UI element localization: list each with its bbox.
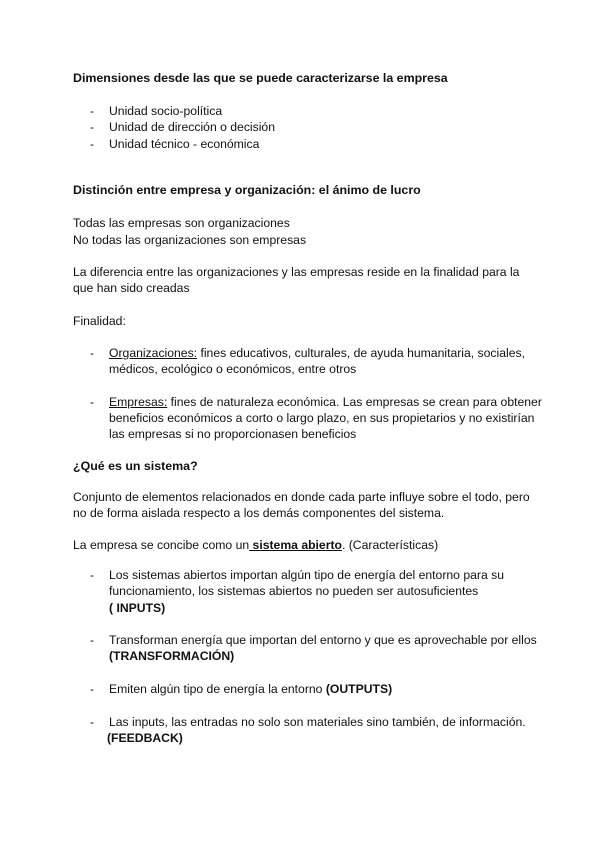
list-item [73,394,543,443]
list-item: - Unidad técnico - económica [73,136,533,152]
item-text: Emiten algún tipo de energía la entorno [109,682,326,697]
item-tag: ( INPUTS) [109,600,166,615]
statement-line: Todas las empresas son organizaciones [73,216,290,230]
term-empresas: Empresas: [109,394,168,409]
item-tag: (OUTPUTS) [325,682,393,697]
concept-term: sistema abierto [249,538,342,552]
statement-line: No todas las organizaciones son empresas [73,233,307,247]
item-tag: (FEEDBACK) [107,730,183,745]
list-item: - Unidad socio-política [73,103,533,119]
finalidad-label: Finalidad: [73,314,126,328]
list-item [73,345,543,378]
caracteristicas-list [73,567,543,746]
section-heading-distincion: Distinción entre empresa y organización: el ánimo de lucro [73,183,421,197]
item-text: Transforman energía que importan del entorno y que es aprovechable por ellos [109,633,537,648]
list-item [73,567,543,616]
list-item [73,714,543,747]
item-text: Los sistemas abiertos importan algún tipo de energía del entorno para su funcionamiento, los sistemas abiertos no pueden ser autosuficientes [109,568,504,599]
item-tag: (TRANSFORMACIÓN) [109,649,235,664]
finalidad-list [73,345,543,443]
diferencia-paragraph: La diferencia entre las organizaciones y las empresas reside en la finalidad para la que han sido creadas [73,265,520,296]
term-description: fines educativos, culturales, de ayuda humanitaria, sociales, médicos, ecológico o económicos, entre otros [109,346,525,377]
concept-prefix: La empresa se concibe como un [73,538,250,552]
list-item [73,681,543,697]
term-description: fines de naturaleza económica. Las empresas se crean para obtener beneficios económicos a corto o largo plazo, en sus propietarios y no existirían las empresas si no proporcionasen beneficios [109,394,542,442]
sistema-paragraph: Conjunto de elementos relacionados en donde cada parte influye sobre el todo, pero no de forma aislada respecto a los demás componentes del sistema. [73,490,530,521]
section-heading-sistema: ¿Qué es un sistema? [73,459,198,473]
list-item: - Unidad de dirección o decisión [73,119,533,135]
concept-suffix: . (Características) [341,538,439,552]
sistema-abierto-line [73,537,533,553]
item-text: Las inputs, las entradas no solo son materiales sino también, de información. [109,714,526,729]
dimensiones-list [73,103,533,152]
section-heading-dimensiones: Dimensiones desde las que se puede caracterizarse la empresa [73,71,448,85]
list-item [73,632,543,665]
term-organizaciones: Organizaciones: [109,346,198,360]
